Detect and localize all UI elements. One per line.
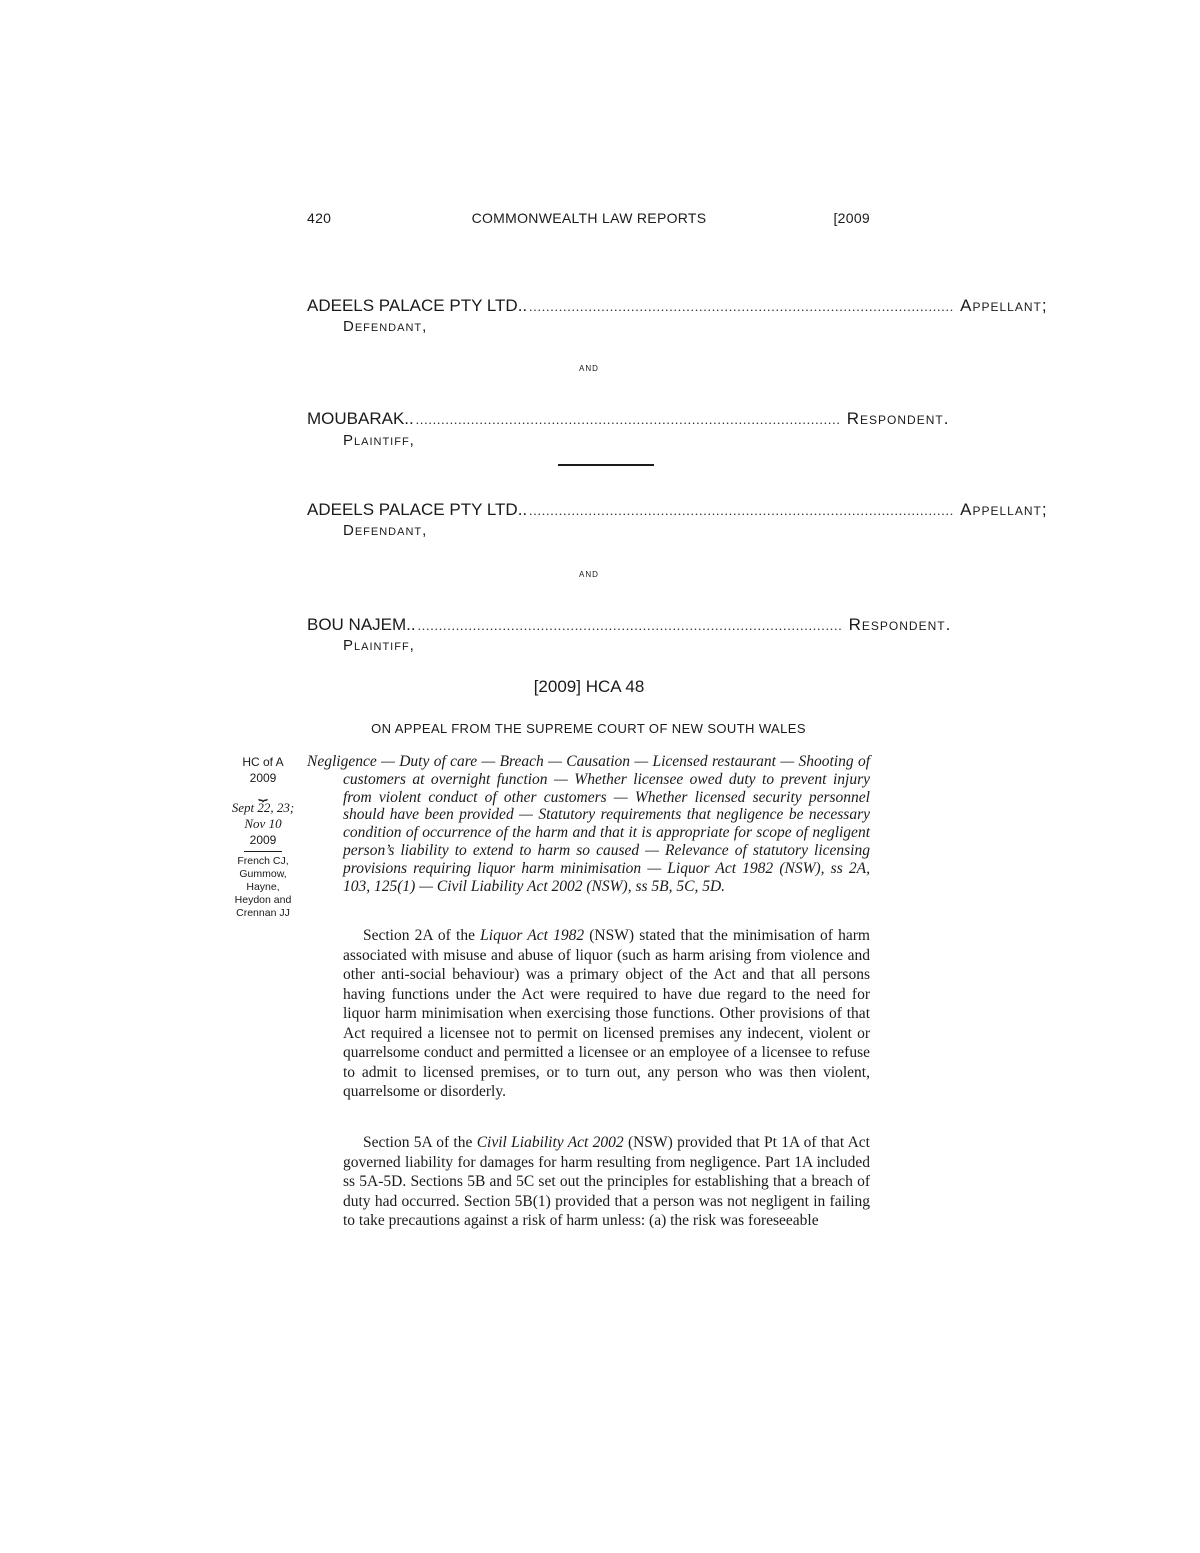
leader-dots: .................................................................................................... — [529, 299, 955, 314]
party-name: MOUBARAK.. — [307, 409, 414, 428]
text-run: (NSW) stated that the minimisation of harm associated with misuse and abuse of liquor (such as harm arising from violence and other anti-social behaviour) was a primary object of the Act and that all persons having functions under the Act were required to have due regard to the need for liquor harm minimisation when exercising those functions. Other provisions of that Act required a licensee not to permit on licensed premises any indecent, violent or quarrelsome conduct and permitted a licensee or an employee of a licensee to refuse to admit to licensed premises, or to turn out, any person who was then violent, quarrelsome or disorderly. — [343, 927, 870, 1100]
text-run: (NSW) provided that Pt 1A of that Act governed liability for damages for harm resulting from negligence. Part 1A included ss 5A-5D. Sections 5B and 5C set out the principles for establishing that a breach of duty had occurred. Section 5B(1) provided that a person was not negligent in failing to take precautions against a risk of harm unless: (a) the risk was foreseeable — [343, 1134, 870, 1229]
party-name: BOU NAJEM.. — [307, 615, 416, 634]
party-row — [307, 615, 952, 635]
brace-icon: ⏟ — [258, 784, 268, 801]
catchwords-first: Negligence — Duty of care — Breach — Causation — Licensed restaurant — — [307, 753, 795, 770]
party-capacity: Plaintiff, — [343, 432, 415, 449]
text-run: Section 2A of the — [363, 927, 481, 944]
page-number: 420 — [307, 210, 332, 226]
act-title: Liquor Act 1982 — [480, 927, 585, 944]
margin-dates-year: 2009 — [249, 833, 277, 847]
running-year: [2009 — [833, 210, 870, 226]
party-role: Appellant; — [960, 296, 1048, 315]
party-capacity: Defendant, — [343, 318, 428, 335]
divider-rule — [558, 464, 654, 466]
catchwords-rest: Shooting of customers at overnight function — Whether licensee owed duty to prevent injury from violent conduct of other customers — Whether licensed security personnel should have been provided — Statutory requirements that negligence be necessary condition of occurrence of the harm and that it is appropriate for scope of negligent person’s liability to extend to harm so caused — Relevance of statutory licensing provisions requiring liquor harm minimisation — Liquor Act 1982 (NSW), ss 2A, 103, 125(1) — Civil Liability Act 2002 (NSW), ss 5B, 5C, 5D. — [343, 753, 870, 895]
party-name: ADEELS PALACE PTY LTD.. — [307, 296, 528, 315]
party-role: Respondent. — [846, 409, 950, 428]
party-capacity: Defendant, — [343, 522, 428, 539]
party-name: ADEELS PALACE PTY LTD.. — [307, 500, 528, 519]
margin-judges: Hayne, — [246, 881, 280, 893]
party-row — [307, 409, 950, 429]
margin-judges: Heydon and — [234, 894, 292, 906]
and-connector: and — [579, 566, 599, 580]
party-capacity: Plaintiff, — [343, 637, 415, 654]
leader-dots: .................................................................................................... — [417, 618, 843, 633]
margin-judges: Crennan JJ — [236, 907, 290, 919]
case-citation: [2009] HCA 48 — [533, 677, 645, 696]
leader-dots: .................................................................................................... — [529, 503, 955, 518]
act-title: Civil Liability Act 2002 — [476, 1134, 624, 1151]
and-connector: and — [579, 360, 599, 374]
running-title: COMMONWEALTH LAW REPORTS — [471, 210, 707, 226]
margin-note — [225, 754, 301, 920]
margin-dates: Nov 10 — [244, 816, 282, 831]
appeal-line: ON APPEAL FROM THE SUPREME COURT OF NEW SOUTH WALES — [371, 721, 806, 736]
margin-year: 2009 — [249, 771, 277, 785]
margin-judges: French CJ, — [237, 855, 289, 867]
catchwords — [307, 753, 870, 895]
party-role: Respondent. — [848, 615, 952, 634]
leader-dots: .................................................................................................... — [415, 412, 841, 427]
margin-court: HC of A — [242, 755, 284, 769]
text-run: Section 5A of the — [363, 1134, 477, 1151]
party-row — [307, 500, 1048, 520]
margin-dates: Sept 22, 23; — [231, 800, 295, 815]
party-role: Appellant; — [960, 500, 1048, 519]
headnote-paragraph — [343, 926, 870, 1102]
headnote-paragraph — [343, 1133, 870, 1231]
party-row — [307, 296, 1048, 316]
margin-judges: Gummow, — [239, 868, 287, 880]
margin-rule — [244, 851, 282, 852]
